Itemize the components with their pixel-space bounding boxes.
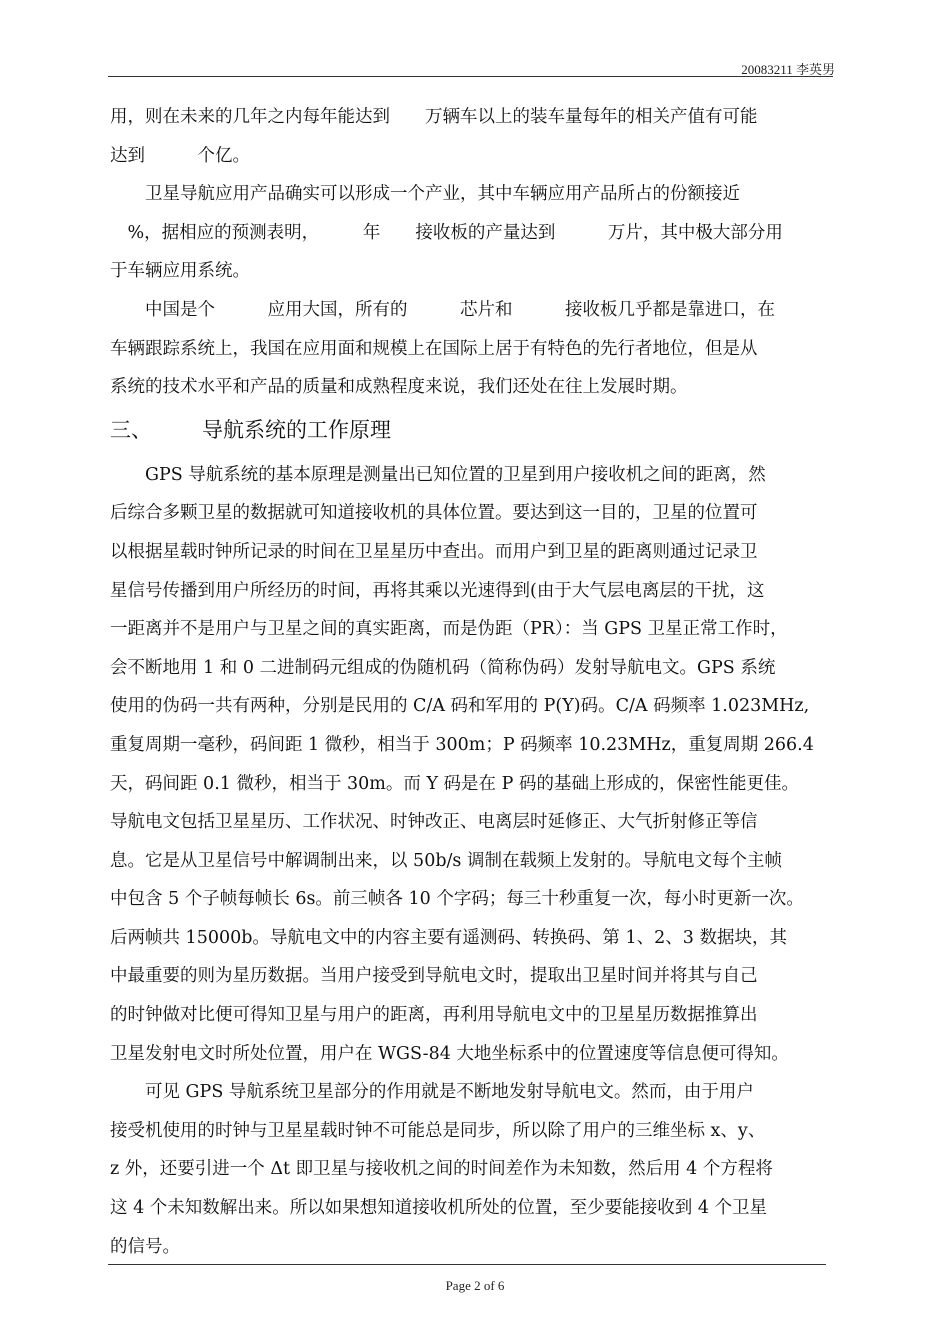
header-divider — [108, 76, 833, 77]
paragraph: 中国是个 应用大国，所有的 芯片和 接收板几乎都是靠进口，在 车辆跟踪系统上，我国在应用面和规模上在国际上居于有特色的先行者地位，但是从 系统的技术水平和产品的质量和成熟程度来说，我们还处在往上发展时期。 — [110, 299, 775, 398]
paragraph: 可见 GPS 导航系统卫星部分的作用就是不断地发射导航电文。然而，由于用户 接受机使用的时钟与卫星星载时钟不可能总是同步，所以除了用户的三维坐标 x、y、 z 外，还要引进一个 Δt 即卫星与接收机之间的时间差作为未知数，然后用 4 个方程将 这 4 个未知数解出来。所以如果想知道接收机所处的位置，至少要能接收到 4 个卫星 的信号。 — [110, 1082, 773, 1257]
section-title: 导航系统的工作原理 — [202, 417, 391, 442]
paragraph: 卫星导航应用产品确实可以形成一个产业，其中车辆应用产品所占的份额接近 %，据相应的预测表明， 年 接收板的产量达到 万片，其中极大部分用 于车辆应用系统。 — [110, 184, 783, 282]
document-body — [110, 98, 822, 1266]
paragraph: GPS 导航系统的基本原理是测量出已知位置的卫星到用户接收机之间的距离，然 后综合多颗卫星的数据就可知道接收机的具体位置。要达到这一目的，卫星的位置可 以根据星载时钟所记录的时间在卫星星历中查出。而用户到卫星的距离则通过记录卫 星信号传播到用户所经历的时间，再将其乘以光速得到(由于大气层电离层的干扰，这 一距离并不是用户与卫星之间的真实距离，而是伪距（PR）：当 GPS 卫星正常工作时， 会不断地用 1 和 0 二进制码元组成的伪随机码（简称伪码）发射导航电文。GPS 系统 使用的伪码一共有两种，分别是民用的 C/A 码和军用的 P(Y)码。C/A 码频率 1.023MHz, 重复周期一毫秒，码间距 1 微秒，相当于 300m；P 码频率 10.23MHz，重复周期 266.4 天，码间距 0.1 微秒，相当于 30m。而 Y 码是在 P 码的基础上形成的，保密性能更佳。 导航电文包括卫星星历、工作状况、时钟改正、电离层时延修正、大气折射修正等信 息。它是从卫星信号中解调制出来，以 50b/s 调制在载频上发射的。导航电文每个主帧 中包含 5 个子帧每帧长 6s。前三帧各 10 个字码；每三十秒重复一次，每小时更新一次。 后两帧共 15000b。导航电文中的内容主要有遥测码、转换码、第 1、2、3 数据块，其 中最重要的则为星历数据。当用户接受到导航电文时，提取出卫星时间并将其与自己 的时钟做对比便可得知卫星与用户的距离，再利用导航电文中的卫星星历数据推算出 卫星发射电文时所处位置，用户在 WGS-84 大地坐标系中的位置速度等信息便可得知。 — [110, 464, 814, 1064]
page-number: Page 2 of 6 — [445, 1278, 505, 1293]
footer-divider — [108, 1264, 826, 1265]
section-number: 三、 — [110, 417, 152, 442]
paragraph: 用，则在未来的几年之内每年能达到 万辆车以上的装车量每年的相关产值有可能 达到 个亿。 — [110, 107, 758, 166]
page-header-author: 20083211 李英男 — [741, 62, 835, 77]
section-heading — [110, 410, 822, 450]
